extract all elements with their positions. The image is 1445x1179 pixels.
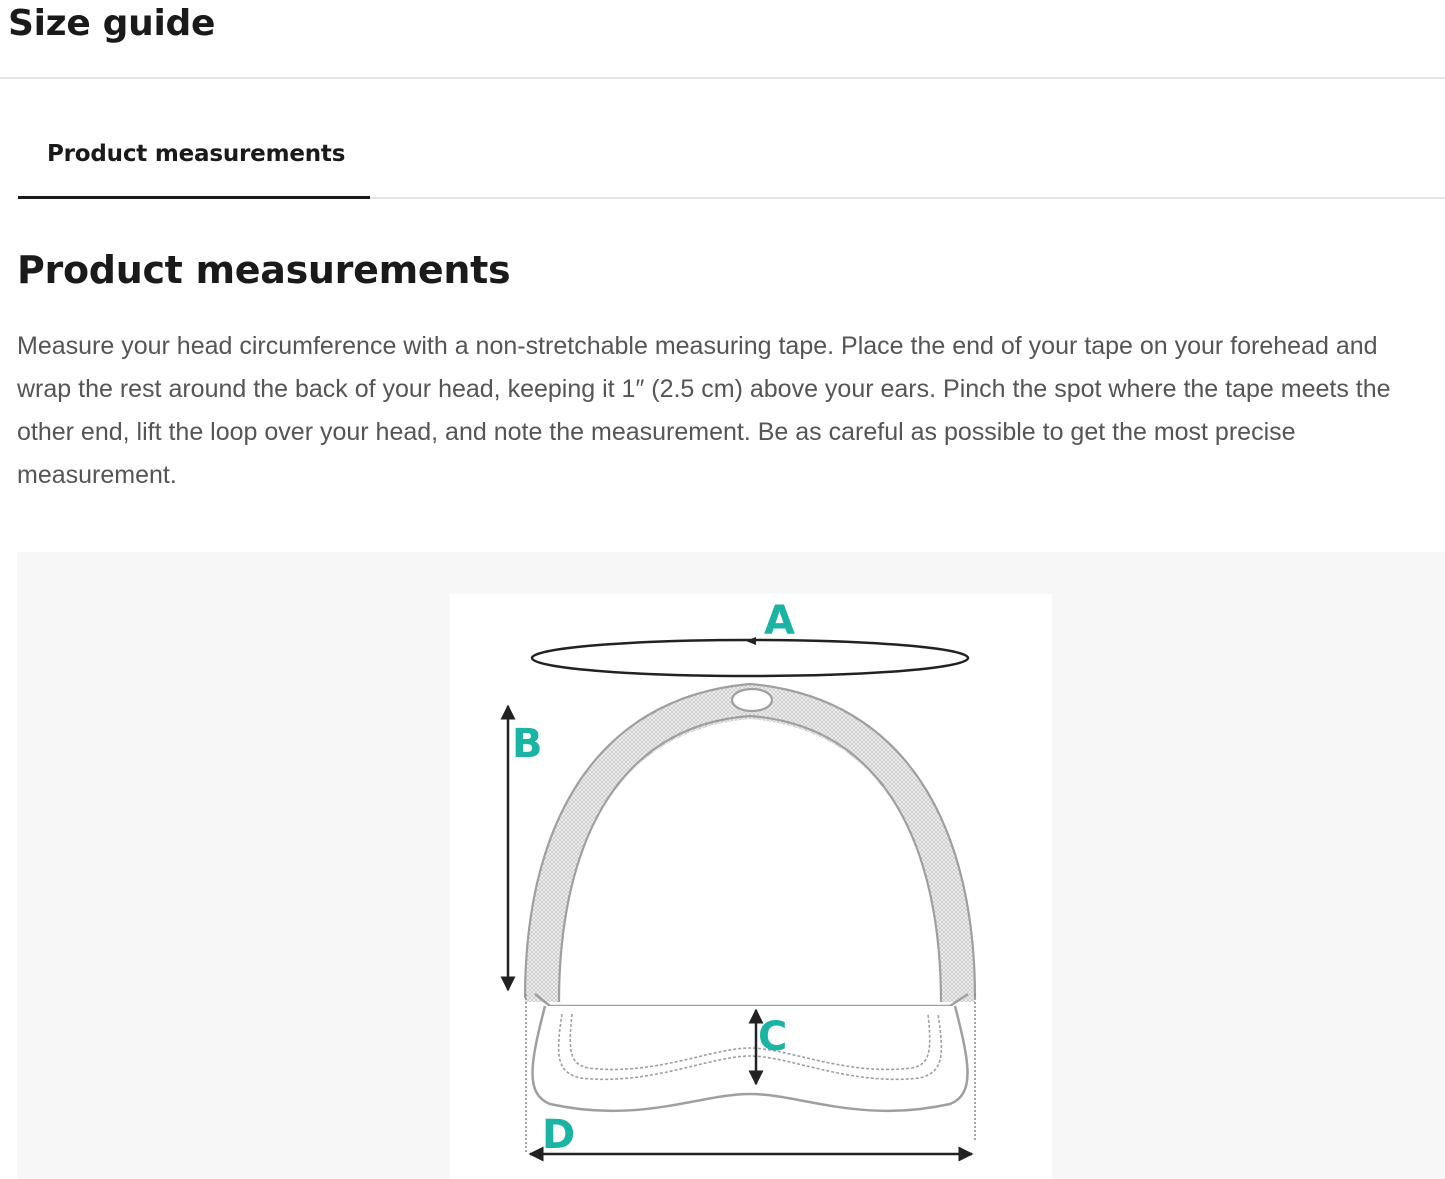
title-divider bbox=[0, 77, 1445, 79]
crown-mesh-band bbox=[542, 702, 958, 1002]
tab-label: Product measurements bbox=[47, 141, 346, 167]
cap-diagram bbox=[450, 594, 1052, 1179]
active-tab-indicator bbox=[18, 196, 370, 199]
brim-outline bbox=[533, 1006, 968, 1111]
arrow-a-icon bbox=[746, 637, 756, 645]
measurement-instructions: Measure your head circumference with a non-stretchable measuring tape. Place the end of your tape on your forehead and wrap the rest around the back of your head, keeping it 1″ (2.5 cm) above your ears. Pinch the spot where the tape meets the other end, lift the loop over your head, and note the measurement. Be as careful as possible to get the most precise measurement. bbox=[17, 332, 1391, 489]
tab-bar-divider bbox=[370, 197, 1445, 199]
label-a: A bbox=[764, 598, 795, 644]
tab-product-measurements[interactable] bbox=[18, 120, 370, 199]
cap-button bbox=[732, 689, 772, 711]
cap-diagram-svg bbox=[450, 594, 1052, 1179]
tab-bar bbox=[0, 120, 1445, 200]
cap-brim bbox=[533, 1006, 968, 1111]
diagram-panel bbox=[17, 552, 1445, 1179]
crown-outer-outline bbox=[525, 684, 975, 998]
cap-crown bbox=[525, 684, 975, 1006]
label-d: D bbox=[542, 1112, 576, 1158]
circumference-loop bbox=[532, 640, 968, 676]
label-b: B bbox=[512, 721, 543, 767]
measurement-a bbox=[532, 598, 968, 676]
section-heading: Product measurements bbox=[17, 248, 511, 292]
label-c: C bbox=[758, 1014, 788, 1060]
modal-title: Size guide bbox=[8, 3, 216, 44]
crown-base bbox=[535, 994, 968, 1006]
